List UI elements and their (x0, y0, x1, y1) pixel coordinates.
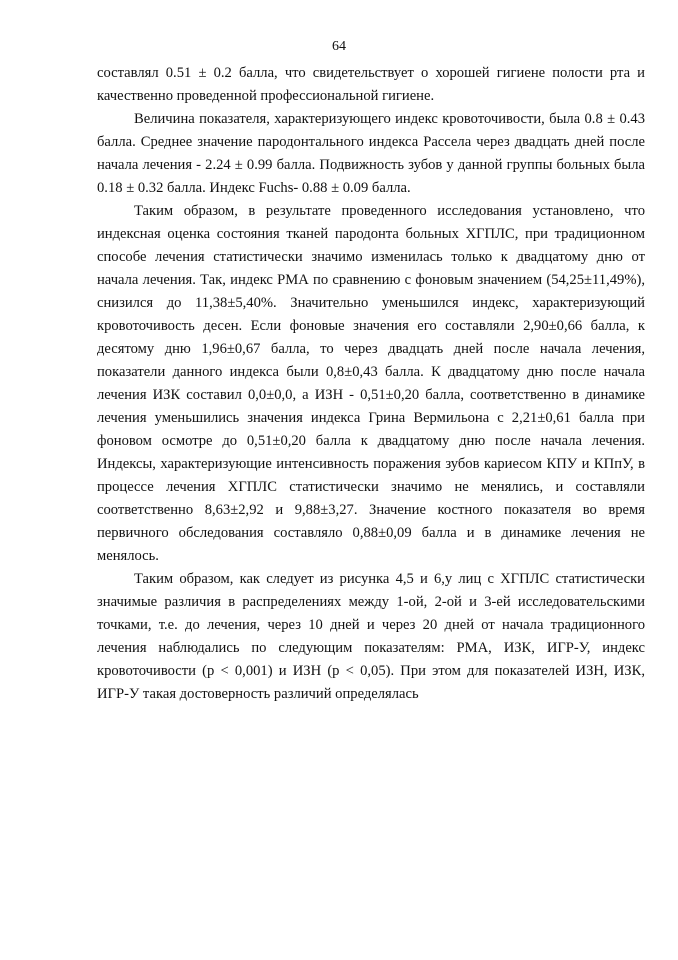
paragraph-bleeding-index: Величина показателя, характеризующего индекс кровоточивости, была 0.8 ± 0.43 балла. Среднее значение пародонтального индекса Рассела через двадцать дней после начала лечения - 2.24 ± 0.99 балла. Подвижность зубов у данной группы больных была 0.18 ± 0.32 балла. Индекс Fuchs- 0.88 ± 0.09 балла. (97, 111, 645, 196)
paragraph-continuation: составлял 0.51 ± 0.2 балла, что свидетельствует о хорошей гигиене полости рта и качественно проведенной профессиональной гигиене. (97, 65, 645, 104)
document-body (97, 62, 645, 706)
paragraph-study-results: Таким образом, в результате проведенного исследования установлено, что индексная оценка состояния тканей пародонта больных ХГПЛС, при традиционном способе лечения статистически значимо изменилась только к двадцатому дню от начала лечения. Так, индекс РМА по сравнению с фоновым значением (54,25±11,49%), снизился до 11,38±5,40%. Значительно уменьшился индекс, характеризующий кровоточивость десен. Если фоновые значения его составляли 2,90±0,66 балла, к десятому дню 1,96±0,67 балла, то через двадцать дней после начала лечения, показатели данного индекса были 0,8±0,43 балла. К двадцатому дню после начала лечения ИЗК составил 0,0±0,0, а ИЗН - 0,51±0,20 балла, соответственно в динамике лечения уменьшились значения индекса Грина Вермильона с 2,21±0,61 балла при фоновом осмотре до 0,51±0,20 балла к двадцатому дню после начала лечения. Индексы, характеризующие интенсивность поражения зубов кариесом КПУ и КПпУ, в процессе лечения ХГПЛС статистически значимо не менялись, и составляли соответственно 8,63±2,92 и 9,88±3,27. Значение костного показателя во время первичного обследования составляло 0,88±0,09 балла и в динамике лечения не менялось. (97, 203, 645, 564)
page-number: 64 (332, 39, 346, 54)
paragraph-conclusion: Таким образом, как следует из рисунка 4,5 и 6,у лиц с ХГПЛС статистически значимые различия в распределениях между 1-ой, 2-ой и 3-ей исследовательскими точками, т.е. до лечения, через 10 дней и через 20 дней от начала традиционного лечения наблюдались по следующим показателям: РМА, ИЗК, ИГР-У, индекс кровоточивости (p < 0,001) и ИЗН (p < 0,05). При этом для показателей ИЗН, ИЗК, ИГР-У такая достоверность различий определялась (97, 571, 645, 702)
